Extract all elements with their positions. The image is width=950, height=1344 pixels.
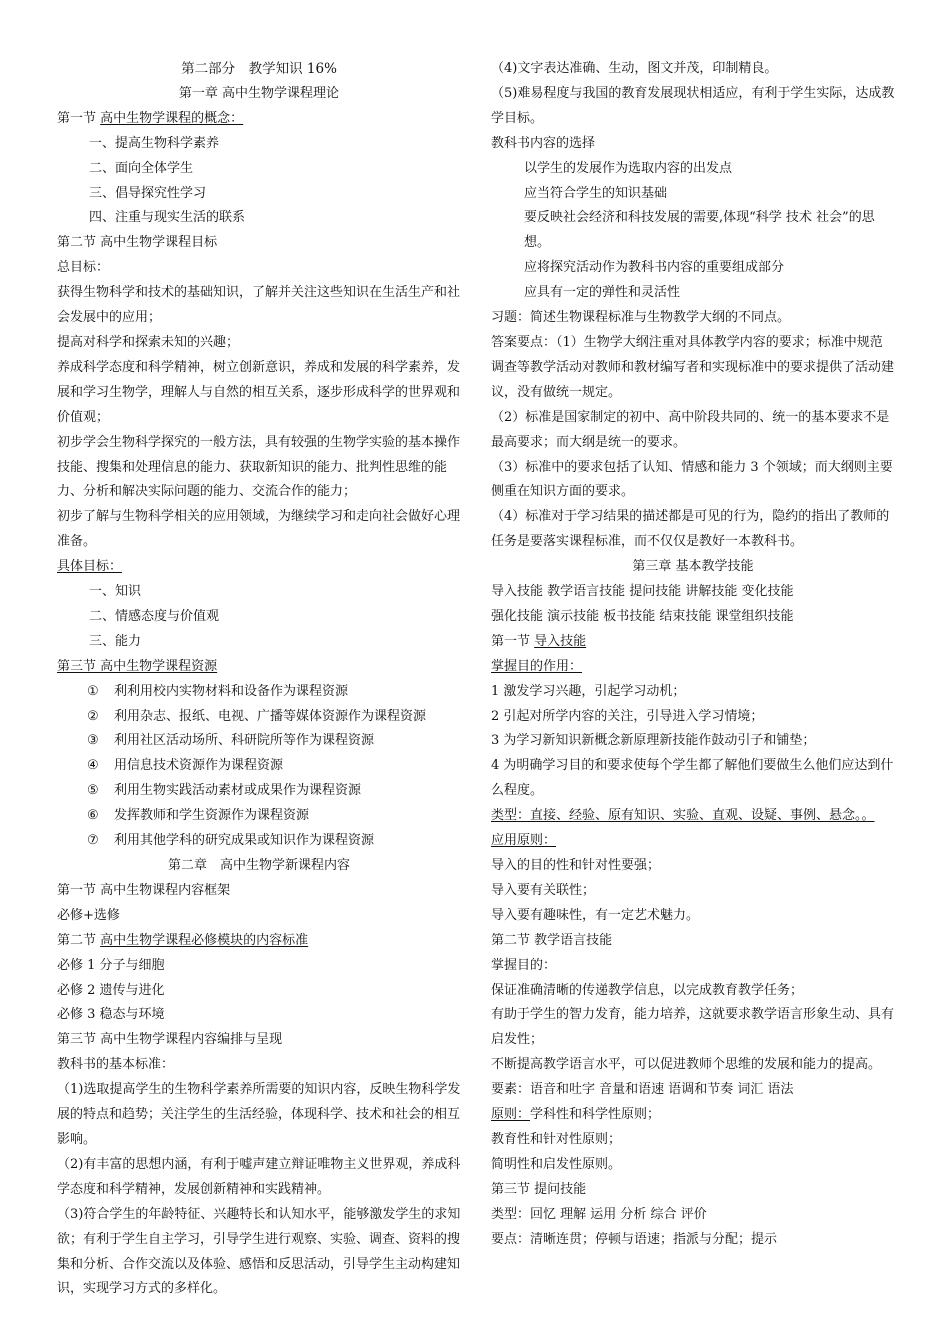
list-item: 要反映社会经济和科技发展的需要,体现“科学 技术 社会”的思想。 [524, 210, 875, 251]
goal-item: 有助于学生的智力发育，能力培养，这就要求教学语言形象生动、具有启发性； [491, 1007, 895, 1048]
list-item: 应具有一定的弹性和灵活性 [524, 285, 681, 301]
ch2-section-1-heading: 第一节 高中生物课程内容框架 [57, 882, 231, 898]
section-prefix: 第一节 [491, 633, 535, 649]
principle-item: 导入的目的性和针对性要强； [491, 858, 661, 873]
answer-paragraph: （3）标准中的要求包括了认知、情感和能力 3 个领域；而大纲则主要侧重在知识方面的要求。 [491, 459, 893, 500]
principle-item: 简明性和启发性原则。 [491, 1156, 622, 1172]
module-item: 必修 3 稳态与环境 [57, 1007, 165, 1023]
module-item: 必修 2 遗传与进化 [57, 982, 165, 998]
resource-item [57, 729, 461, 754]
section-3-heading: 第三节 高中生物学课程资源 [57, 658, 218, 674]
section-2-heading: 第二节 高中生物学课程目标 [57, 235, 218, 251]
resource-number: ⑦ [87, 833, 99, 849]
list-item: 应将探究活动作为教科书内容的重要组成部分 [524, 260, 785, 276]
principle-item: 导入要有关联性； [491, 882, 596, 898]
ch3-section-3-heading: 第三节 提问技能 [491, 1181, 587, 1197]
standard-paragraph: （1)选取提高学生的生物科学素养所需要的知识内容，反映生物科学发展的特点和趋势；关注学生的生活经验，体现科学、技术和社会的相互影响。 [57, 1082, 461, 1147]
answer-paragraph: 答案要点：（1）生物学大纲注重对具体教学内容的要求；标准中规范调查等教学活动对教师和教材编写者和实现标准中的要求提供了活动建议，没有做统一规定。 [491, 334, 895, 400]
elements-line: 要素：语音和吐字 音量和语速 语调和节奏 词汇 语法 [491, 1082, 794, 1098]
goal-label: 掌握目的： [491, 957, 557, 973]
resource-text: 用信息技术资源作为课程资源 [114, 758, 284, 774]
list-item: 一、提高生物科学素养 [89, 135, 220, 151]
section-prefix: 第二节 [57, 932, 101, 948]
chapter-3-title: 第三章 基本教学技能 [632, 559, 754, 575]
section-title-underlined: 高中生物学课程的概念： [100, 110, 244, 126]
principle-text: 学科性和科学性原则； [530, 1107, 661, 1123]
standard-paragraph: （3)符合学生的年龄特征、兴趣特长和认知水平，能够激发学生的求知欲；有利于学生自主学习，引导学生进行观察、实验、调查、资料的搜集和分析、合作交流以及体验、感悟和反思活动，引导学生主动构建知识，实现学习方式的多样化。 [57, 1206, 461, 1297]
goal-item: 不断提高教学语言水平，可以促进教师个思维的发展和能力的提高。 [491, 1057, 882, 1073]
chapter-2-title: 第二章 高中生物学新课程内容 [167, 858, 350, 873]
question-types: 类型：回忆 理解 运用 分析 综合 评价 [491, 1206, 707, 1222]
purpose-item: 4 为明确学习目的和要求使每个学生都了解他们要做生么他们应达到什么程度。 [491, 758, 894, 799]
list-item: 二、面向全体学生 [89, 160, 194, 176]
ch2-section-3-heading: 第三节 高中生物学课程内容编排与呈现 [57, 1032, 283, 1048]
purpose-item: 2 引起对所学内容的关注，引导进入学习情境； [491, 708, 764, 724]
list-item: 二、情感态度与价值观 [89, 608, 220, 624]
chapter-1-title: 第一章 高中生物学课程理论 [178, 85, 340, 101]
resource-text: 利利用校内实物材料和设备作为课程资源 [114, 683, 349, 699]
section-prefix: 第一节 [57, 110, 101, 126]
list-item: 应当符合学生的知识基础 [524, 185, 668, 201]
module-item: 必修 1 分子与细胞 [57, 957, 165, 973]
principle-heading [491, 1103, 895, 1128]
resource-item [57, 779, 461, 804]
principle-label-underlined: 原则： [491, 1107, 531, 1123]
principle-item: 教育性和针对性原则； [491, 1131, 622, 1147]
right-column [491, 57, 895, 1253]
question-points: 要点：清晰连贯；停顿与语速；指派与分配；提示 [491, 1231, 778, 1247]
resource-number: ④ [87, 758, 99, 774]
purpose-item: 3 为学习新知识新概念新原理新技能作鼓动引子和铺垫； [491, 733, 816, 749]
left-column [57, 57, 461, 1302]
skills-list: 强化技能 演示技能 板书技能 结束技能 课堂组织技能 [491, 608, 794, 624]
resource-number: ⑤ [87, 783, 99, 799]
list-item: 三、能力 [89, 633, 142, 649]
resource-text: 利用生物实践活动素材或成果作为课程资源 [114, 783, 362, 799]
resource-number: ⑥ [87, 808, 99, 824]
content-choice-label: 教科书内容的选择 [491, 135, 596, 151]
principle-item: 导入要有趣味性，有一定艺术魅力。 [491, 907, 700, 923]
list-item: 四、注重与现实生活的联系 [89, 210, 246, 226]
answer-paragraph: （4）标准对于学习结果的描述都是可见的行为，隐约的指出了教师的任务是要落实课程标准，而不仅仅是教好一本教科书。 [491, 509, 890, 550]
resource-text: 利用杂志、报纸、电视、广播等媒体资源作为课程资源 [114, 708, 427, 724]
resource-item [57, 804, 461, 829]
ch3-section-1-heading [491, 630, 895, 655]
resource-number: ① [87, 683, 99, 699]
ch2-section-1-text: 必修+选修 [57, 907, 120, 923]
resource-item [57, 705, 461, 730]
section-1-heading [57, 107, 461, 132]
list-item: 以学生的发展作为选取内容的出发点 [524, 160, 733, 176]
list-item: 一、知识 [89, 584, 142, 600]
resource-text: 利用其他学科的研究成果或知识作为课程资源 [114, 833, 375, 849]
goal-paragraph: 初步学会生物科学探究的一般方法，具有较强的生物学实验的基本操作技能、搜集和处理信息的能力、获取新知识的能力、批判性思维的能力、分析和解决实际问题的能力、交流合作的能力； [57, 434, 461, 500]
standard-paragraph: （5)难易程度与我国的教育发展现状相适应，有利于学生实际，达成教学目标。 [491, 85, 895, 126]
goal-paragraph: 获得生物科学和技术的基础知识，了解并关注这些知识在生活生产和社会发展中的应用； [57, 285, 461, 326]
purpose-label: 掌握目的作用： [491, 658, 583, 674]
standard-paragraph: （4)文字表达准确、生动，图文并茂，印制精良。 [491, 61, 778, 76]
resource-item [57, 680, 461, 705]
part-title: 第二部分 教学知识 16% [181, 61, 337, 77]
section-title-underlined: 导入技能 [534, 633, 587, 649]
goal-item: 保证准确清晰的传递教学信息，以完成教育教学任务； [491, 982, 804, 998]
resource-number: ③ [87, 733, 99, 749]
resource-text: 发挥教师和学生资源作为课程资源 [114, 808, 310, 824]
answer-paragraph: （2）标准是国家制定的初中、高中阶段共同的、统一的基本要求不是最高要求；而大纲是统一的要求。 [491, 409, 890, 450]
goal-paragraph: 养成科学态度和科学精神，树立创新意识，养成和发展的科学素养，发展和学习生物学，理解人与自然的相互关系，逐步形成科学的世界观和价值观； [57, 359, 461, 425]
total-goal-label: 总目标： [57, 260, 110, 276]
ch2-section-2-heading [57, 929, 461, 954]
goal-paragraph: 提高对科学和探索未知的兴趣； [57, 334, 240, 350]
goal-paragraph: 初步了解与生物科学相关的应用领域，为继续学习和走向社会做好心理准备。 [57, 509, 461, 550]
principle-label: 应用原则： [491, 833, 557, 849]
types-line: 类型：直接、经验、原有知识、实验、直观、设疑、事例、悬念。。 [491, 808, 875, 824]
resource-item [57, 829, 461, 854]
resource-item [57, 754, 461, 779]
specific-goal-label: 具体目标： [57, 559, 123, 575]
resource-text: 利用社区活动场所、科研院所等作为课程资源 [114, 733, 375, 749]
resource-number: ② [87, 708, 99, 724]
standard-paragraph: （2)有丰富的思想内涵，有利于嘘声建立辩证唯物主义世界观，养成科学态度和科学精神，发展创新精神和实践精神。 [57, 1156, 461, 1197]
ch3-section-2-heading: 第二节 教学语言技能 [491, 932, 613, 948]
textbook-standard-label: 教科书的基本标准： [57, 1057, 175, 1073]
list-item: 三、倡导探究性学习 [89, 185, 207, 201]
section-title-underlined: 高中生物学课程必修模块的内容标准 [100, 932, 309, 948]
purpose-item: 1 激发学习兴趣，引起学习动机； [491, 683, 686, 699]
skills-list: 导入技能 教学语言技能 提问技能 讲解技能 变化技能 [491, 584, 794, 600]
exercise-question: 习题：简述生物课程标准与生物教学大纲的不同点。 [491, 310, 791, 326]
